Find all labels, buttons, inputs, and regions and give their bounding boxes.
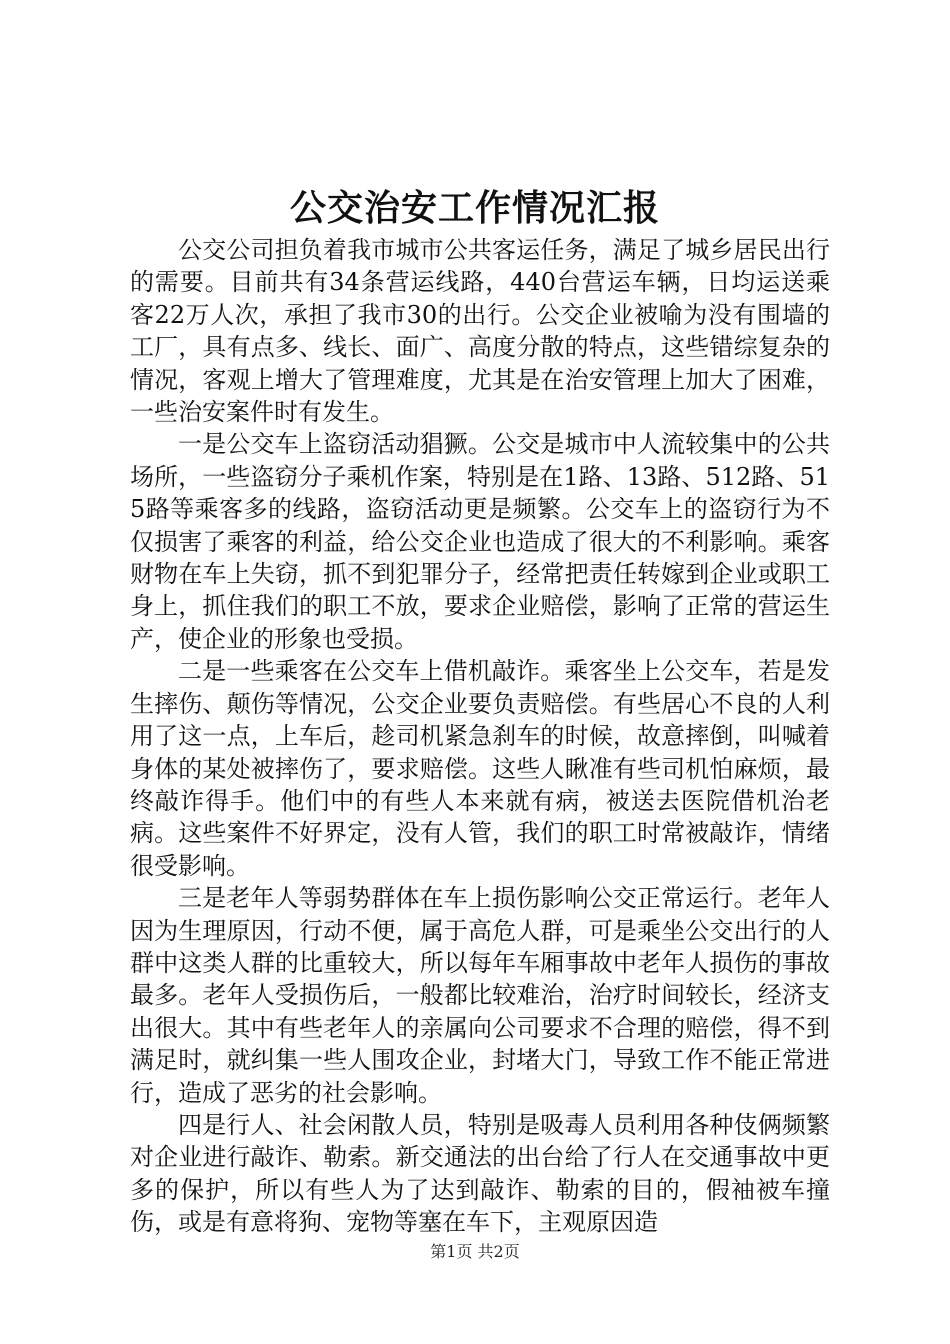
paragraph-pedestrians: 四是行人、社会闲散人员，特别是吸毒人员利用各种伎俩频繁对企业进行敲诈、勒索。新交通法的出台给了行人在交通事故中更多的保护，所以有些人为了达到敲诈、勒索的目的，假袖被车撞伤，或是有意将狗、宠物等塞在车下，主观原因造 (130, 1110, 830, 1237)
paragraph-intro: 公交公司担负着我市城市公共客运任务，满足了城乡居民出行的需要。目前共有34条营运线路，440台营运车辆，日均运送乘客22万人次，承担了我市30的出行。公交企业被喻为没有围墙的工厂，具有点多、线长、面广、高度分散的特点，这些错综复杂的情况，客观上增大了管理难度，尤其是在治安管理上加大了困难，一些治安案件时有发生。 (130, 236, 830, 427)
paragraph-theft: 一是公交车上盗窃活动猖獗。公交是城市中人流较集中的公共场所，一些盗窃分子乘机作案，特别是在1路、13路、512路、515路等乘客多的线路，盗窃活动更是频繁。公交车上的盗窃行为不仅损害了乘客的利益，给公交企业也造成了很大的不利影响。乘客财物在车上失窃，抓不到犯罪分子，经常把责任转嫁到企业或职工身上，抓住我们的职工不放，要求企业赔偿，影响了正常的营运生产，使企业的形象也受损。 (130, 430, 830, 653)
document-body (130, 234, 830, 1239)
document-title: 公交治安工作情况汇报 (289, 187, 660, 229)
paragraph-extortion: 二是一些乘客在公交车上借机敲诈。乘客坐上公交车，若是发生摔伤、颠伤等情况，公交企业要负责赔偿。有些居心不良的人利用了这一点，上车后，趁司机紧急刹车的时候，故意摔倒，叫喊着身体的某处被摔伤了，要求赔偿。这些人瞅准有些司机怕麻烦，最终敲诈得手。他们中的有些人本来就有病，被送去医院借机治老病。这些案件不好界定，没有人管，我们的职工时常被敲诈，情绪很受影响。 (130, 657, 830, 880)
paragraph-elderly: 三是老年人等弱势群体在车上损伤影响公交正常运行。老年人因为生理原因，行动不便，属于高危人群，可是乘坐公交出行的人群中这类人群的比重较大，所以每年车厢事故中老年人损伤的事故最多。老年人受损伤后，一般都比较难治，治疗时间较长，经济支出很大。其中有些老年人的亲属向公司要求不合理的赔偿，得不到满足时，就纠集一些人围攻企业，封堵大门，导致工作不能正常进行，造成了恶劣的社会影响。 (130, 884, 830, 1107)
page-footer: 第1页 共2页 (430, 1242, 520, 1261)
